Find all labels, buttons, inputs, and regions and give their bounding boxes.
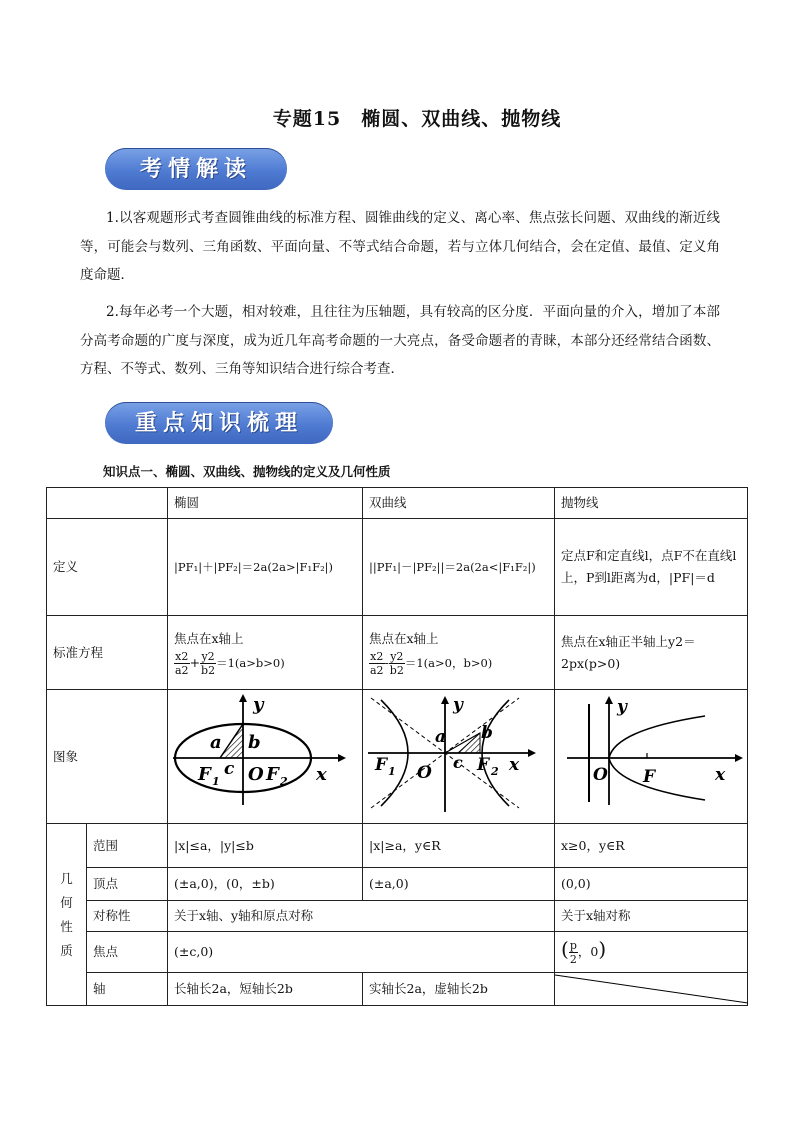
- parabola-graph: [555, 690, 748, 824]
- equation-tail: ＝1(a>0，b>0): [404, 656, 493, 670]
- label-x: x: [316, 764, 327, 785]
- parabola-diagram: [555, 690, 748, 816]
- table-row: [47, 616, 748, 690]
- hyperbola-focus-note: 焦点在x轴上: [369, 631, 439, 646]
- header-parabola: 抛物线: [555, 488, 748, 519]
- intro-paragraph-2: 2.每年必考一个大题，相对较难，且往往为压轴题，具有较高的区分度．平面向量的介入，增加了本部分高考命题的广度与深度，成为近几年高考命题的一大亮点，备受命题者的青睐，本部分还经常结合函数、方程、不等式、数列、三角等知识结合进行综合考查．: [80, 304, 720, 377]
- ellipse-graph: [168, 690, 363, 824]
- label-f1-sub: 1: [388, 765, 396, 778]
- ellipse-vertex: (±a,0)，(0，±b): [168, 868, 363, 901]
- label-x: x: [715, 765, 726, 785]
- label-y: y: [453, 695, 463, 715]
- label-x: x: [509, 755, 520, 775]
- intro-paragraph-1: 1.以客观题形式考查圆锥曲线的标准方程、圆锥曲线的定义、离心率、焦点弦长问题、双曲线的渐近线等，可能会与数列、三角函数、平面向量、不等式结合命题，若与立体几何结合，会在定值、最值、定义角度命题．: [80, 210, 720, 283]
- parabola-range: x≥0，y∈R: [555, 824, 748, 868]
- diagonal-slash: [555, 973, 748, 1005]
- ellipse-definition: |PF₁|＋|PF₂|＝2a(2a>|F₁F₂|): [168, 519, 363, 616]
- operator: -: [384, 655, 389, 670]
- numerator: x2: [175, 650, 189, 663]
- label-f2: F: [266, 764, 279, 785]
- geometric-properties-label: [47, 824, 87, 1006]
- label-f1-sub: 1: [212, 775, 220, 788]
- hyperbola-axis: 实轴长2a，虚轴长2b: [363, 973, 555, 1006]
- numerator: p: [569, 939, 577, 952]
- table-row: [47, 690, 748, 824]
- row-label-graph: 图象: [47, 690, 168, 824]
- knowledge-point-title: 知识点一、椭圆、双曲线、抛物线的定义及几何性质: [103, 464, 391, 479]
- row-label-focus: 焦点: [87, 932, 168, 973]
- table-row: [47, 519, 748, 616]
- hyperbola-definition: ||PF₁|－|PF₂||＝2a(2a<|F₁F₂|): [363, 519, 555, 616]
- fraction: [569, 939, 578, 966]
- label-o: O: [417, 763, 432, 783]
- header-blank: [47, 488, 168, 519]
- banner-label: 考情解读: [139, 156, 252, 182]
- table-row: [47, 488, 748, 519]
- label-f1: F: [375, 755, 388, 775]
- table-row: [47, 868, 748, 901]
- ellipse-hyperbola-focus: (±c,0): [168, 932, 555, 973]
- denominator: a2: [175, 664, 189, 677]
- operator: +: [189, 655, 201, 670]
- label-b: b: [481, 723, 493, 743]
- parabola-vertex: (0,0): [555, 868, 748, 901]
- label-f1: F: [198, 764, 211, 785]
- geo-char: 质: [60, 942, 73, 958]
- label-f: F: [643, 767, 656, 787]
- numerator: x2: [370, 650, 384, 663]
- hyperbola-standard-equation: [363, 616, 555, 690]
- denominator: 2: [569, 953, 577, 966]
- focus-tail: ，0: [577, 944, 599, 959]
- parabola-symmetry: 关于x轴对称: [555, 901, 748, 932]
- label-f2-sub: 2: [491, 765, 499, 778]
- ellipse-focus-note: 焦点在x轴上: [174, 631, 244, 646]
- header-ellipse: 椭圆: [168, 488, 363, 519]
- label-y: y: [617, 697, 627, 717]
- key-knowledge-banner: [105, 402, 333, 444]
- table-row: [47, 901, 748, 932]
- label-a: a: [435, 727, 447, 747]
- hyperbola-range: |x|≥a，y∈R: [363, 824, 555, 868]
- label-b: b: [248, 732, 261, 753]
- ellipse-hyperbola-symmetry: 关于x轴、y轴和原点对称: [168, 901, 555, 932]
- parabola-definition: 定点F和定直线l，点F不在直线l上，P到l距离为d，|PF|＝d: [555, 519, 748, 616]
- row-label-definition: 定义: [47, 519, 168, 616]
- fraction: [369, 650, 385, 677]
- label-c: c: [453, 753, 463, 772]
- row-label-axis: 轴: [87, 973, 168, 1006]
- conic-properties-table: [46, 487, 748, 1006]
- label-f2-sub: 2: [280, 775, 288, 788]
- hyperbola-diagram: [363, 690, 555, 816]
- parabola-focus: ( $\frac{p}{2}$ ，0): [555, 932, 748, 973]
- numerator: y2: [390, 650, 404, 663]
- label-a: a: [210, 732, 222, 753]
- exam-analysis-banner: [105, 148, 287, 190]
- label-o: O: [248, 764, 264, 785]
- fraction: [174, 650, 190, 677]
- label-y: y: [253, 694, 264, 715]
- denominator: b2: [389, 664, 404, 677]
- denominator: b2: [201, 664, 216, 677]
- hyperbola-graph: [363, 690, 555, 824]
- ellipse-standard-equation: [168, 616, 363, 690]
- fraction: [389, 650, 405, 677]
- parabola-standard-equation: 焦点在x轴正半轴上y2＝2px(p>0): [555, 616, 748, 690]
- table-row: [47, 973, 748, 1006]
- geo-char: 何: [60, 894, 73, 910]
- row-label-range: 范围: [87, 824, 168, 868]
- numerator: y2: [201, 650, 215, 663]
- header-hyperbola: 双曲线: [363, 488, 555, 519]
- label-o: O: [593, 765, 608, 785]
- ellipse-axis: 长轴长2a，短轴长2b: [168, 973, 363, 1006]
- ellipse-diagram: [168, 690, 362, 816]
- row-label-symmetry: 对称性: [87, 901, 168, 932]
- ellipse-range: |x|≤a，|y|≤b: [168, 824, 363, 868]
- geo-char: 性: [60, 918, 73, 934]
- table-row: [47, 932, 748, 973]
- hyperbola-vertex: (±a,0): [363, 868, 555, 901]
- banner-label: 重点知识梳理: [134, 410, 303, 436]
- row-label-vertex: 顶点: [87, 868, 168, 901]
- label-c: c: [224, 759, 235, 779]
- fraction: [200, 650, 216, 677]
- geo-char: 几: [60, 870, 73, 886]
- row-label-standard: 标准方程: [47, 616, 168, 690]
- table-row: [47, 824, 748, 868]
- denominator: a2: [370, 664, 384, 677]
- equation-tail: ＝1(a>b>0): [216, 656, 285, 670]
- page-title: 专题15 椭圆、双曲线、抛物线: [272, 108, 562, 130]
- label-f2: F: [477, 755, 490, 775]
- parabola-axis: [555, 973, 748, 1006]
